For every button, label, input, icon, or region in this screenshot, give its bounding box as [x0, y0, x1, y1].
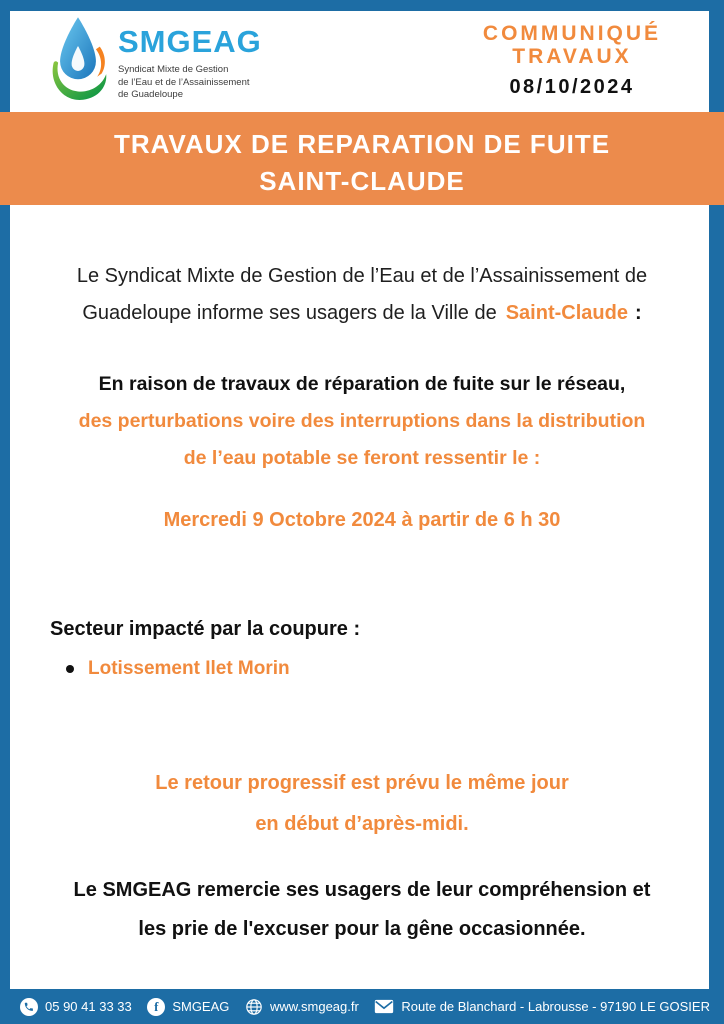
sector-list-item [66, 658, 360, 680]
communique-title-line2: TRAVAUX [512, 45, 632, 68]
intro-line2 [0, 295, 724, 332]
footer-website [245, 998, 359, 1016]
city-highlight: Saint-Claude [505, 302, 628, 324]
recovery-line1: Le retour progressif est prévu le même jour [155, 772, 569, 794]
communique-header [452, 22, 692, 99]
banner-title-line1: TRAVAUX DE REPARATION DE FUITE [113, 129, 611, 159]
schedule-line: Mercredi 9 Octobre 2024 à partir de 6 h 30 [163, 509, 561, 531]
intro-line1: Le Syndicat Mixte de Gestion de l’Eau et de l’Assainissement de [76, 265, 648, 287]
bullet-icon [66, 665, 74, 673]
mail-icon [374, 999, 394, 1014]
phone-icon [20, 998, 38, 1016]
recovery-paragraph [0, 763, 724, 845]
footer-phone-number: 05 90 41 33 33 [45, 999, 132, 1014]
intro-colon: : [634, 302, 642, 324]
globe-icon [245, 998, 263, 1016]
title-banner [0, 112, 724, 205]
banner-title-line2: SAINT-CLAUDE [259, 166, 465, 196]
reason-line1: En raison de travaux de réparation de fuite sur le réseau, [98, 373, 626, 395]
reason-line2: des perturbations voire des interruptions dans la distribution [78, 410, 646, 432]
reason-line3: de l’eau potable se feront ressentir le : [183, 447, 541, 469]
impacted-sector-section [50, 618, 360, 680]
sector-item-label: Lotissement Ilet Morin [88, 658, 290, 679]
footer-facebook [147, 998, 229, 1016]
logo-subtitle-line: Syndicat Mixte de Gestion [118, 64, 229, 75]
reason-paragraph [0, 366, 724, 477]
recovery-line2: en début d’après-midi. [255, 813, 469, 835]
intro-paragraph [0, 258, 724, 332]
footer-website-url: www.smgeag.fr [269, 999, 359, 1014]
footer-bar [0, 989, 724, 1024]
facebook-glyph: f [154, 998, 159, 1014]
communique-date: 08/10/2024 [509, 76, 635, 98]
smgeag-logo [44, 14, 262, 110]
intro-line2-text: Guadeloupe informe ses usagers de la Ville de [82, 302, 497, 324]
closing-line2: les prie de l'excuser pour la gêne occasionnée. [138, 918, 586, 940]
logo-wordmark: SMGEAG [118, 24, 262, 59]
frame-border-top [0, 0, 724, 11]
communique-title-line1: COMMUNIQUÉ [482, 22, 662, 45]
logo-subtitle-line: de l’Eau et de l’Assainissement [118, 76, 250, 88]
closing-paragraph [0, 871, 724, 949]
facebook-icon [147, 998, 165, 1016]
logo-text [118, 14, 262, 110]
closing-line1: Le SMGEAG remercie ses usagers de leur compréhension et [73, 879, 651, 901]
footer-phone [20, 998, 132, 1016]
logo-subtitle [118, 64, 262, 102]
footer-facebook-handle: SMGEAG [172, 999, 230, 1014]
water-drop-leaf-logo-icon [44, 14, 112, 110]
footer-address-text: Route de Blanchard - Labrousse - 97190 LE GOSIER [401, 999, 710, 1014]
footer-address [374, 999, 710, 1014]
sector-heading: Secteur impacté par la coupure : [50, 618, 361, 640]
logo-subtitle-line: de Guadeloupe [118, 89, 183, 100]
